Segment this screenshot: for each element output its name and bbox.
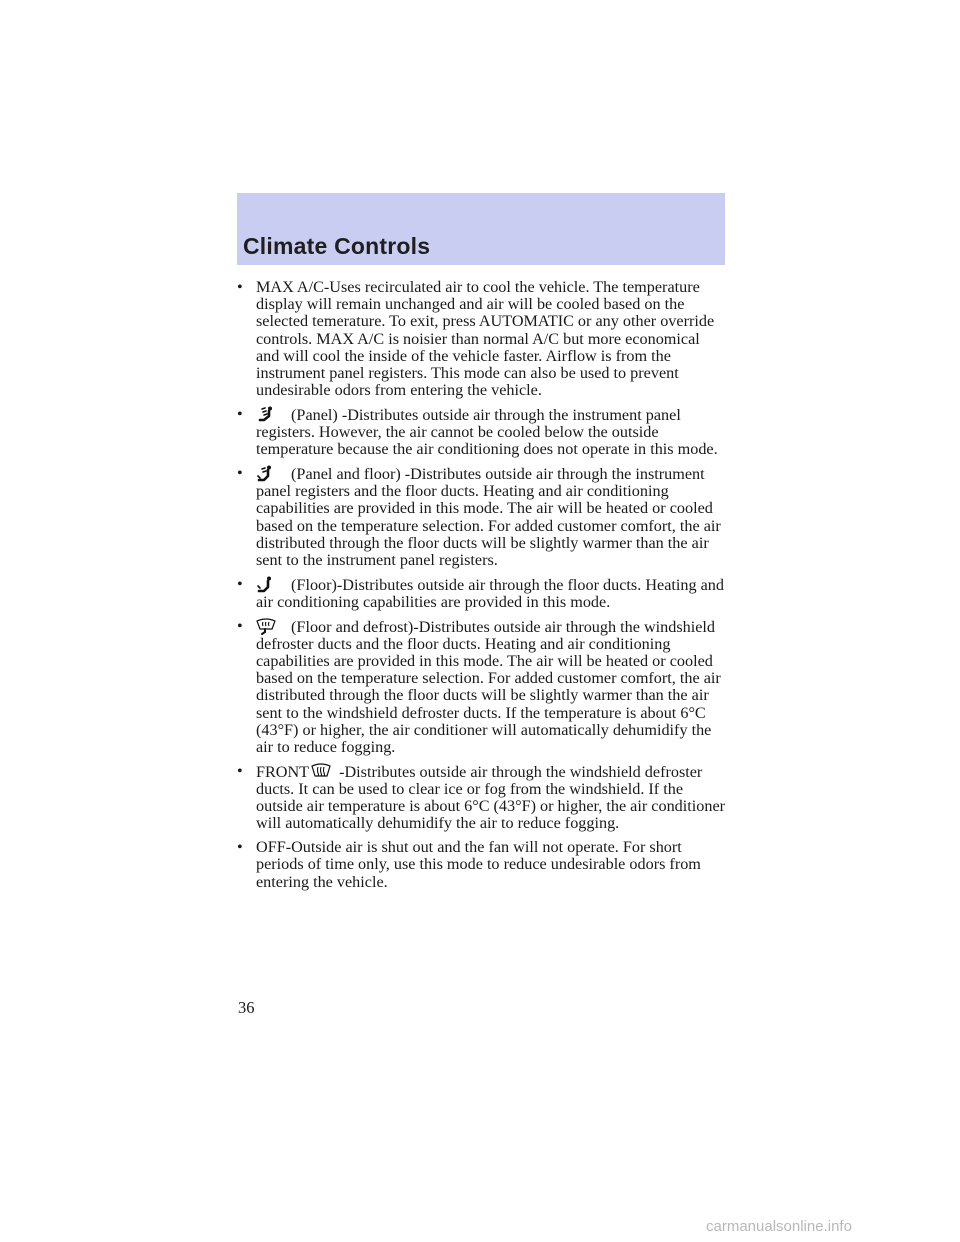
windshield-defrost-icon bbox=[311, 763, 331, 780]
list-item-panel bbox=[237, 406, 727, 459]
item-text: (Panel and floor) -Distributes outside air through the instrument panel registers and the floor ducts. Heating and air conditioning capabilities are provided in this mode. The air will be heated or cooled based on the temperature selection. For added customer comfort, the air distributed through the floor ducts will be slightly warmer than the air sent to the instrument panel registers. bbox=[256, 465, 721, 570]
item-text: OFF-Outside air is shut out and the fan will not operate. For short periods of time only, use this mode to reduce undesirable odors from entering the vehicle. bbox=[256, 838, 701, 891]
section-title: Climate Controls bbox=[243, 233, 431, 259]
bullet-dot: • bbox=[237, 404, 243, 423]
floor-defrost-icon bbox=[256, 618, 276, 635]
panel-vent-icon bbox=[256, 406, 276, 423]
item-text: (Floor and defrost)-Distributes outside air through the windshield defroster ducts and the floor ducts. Heating and air conditioning capabilities are provided in this mode. The air will be heated or cooled based on the temperature selection. For added customer comfort, the air distributed through the floor ducts will be slightly warmer than the air sent to the windshield defroster ducts. If the temperature is about 6°C (43°F) or higher, the air conditioner will automatically dehumidify the air to reduce fogging. bbox=[256, 617, 721, 757]
bullet-dot: • bbox=[237, 761, 243, 780]
list-item-off bbox=[237, 839, 727, 891]
item-text: (Panel) -Distributes outside air through the instrument panel registers. However, the air cannot be cooled below the outside temperature because the air conditioning does not operate in this mode. bbox=[256, 405, 718, 459]
bullet-list bbox=[237, 279, 727, 897]
bullet-dot: • bbox=[237, 616, 243, 635]
list-item-front-defrost bbox=[237, 763, 727, 833]
bullet-dot: • bbox=[237, 838, 243, 857]
bullet-dot: • bbox=[237, 464, 243, 483]
page-number: 36 bbox=[238, 998, 255, 1017]
panel-floor-vent-icon bbox=[256, 465, 276, 482]
list-item-floor-defrost bbox=[237, 618, 727, 757]
item-text: -Distributes outside air through the windshield defroster ducts. It can be used to clear ice or fog from the windshield. If the outside air temperature is about 6°C (43°F) or higher, the air conditioner will automatically dehumidify the air to reduce fogging. bbox=[256, 762, 726, 833]
watermark: carmanualsonline.info bbox=[706, 1218, 852, 1235]
item-text: MAX A/C-Uses recirculated air to cool the vehicle. The temperature display will remain unchanged and air will be cooled based on the selected temerature. To exit, press AUTOMATIC or any other override controls. MAX A/C is noisier than normal A/C but more economical and will cool the inside of the vehicle faster. Airflow is from the instrument panel registers. This mode can also be used to prevent undesirable odors from entering the vehicle. bbox=[256, 278, 715, 400]
bullet-dot: • bbox=[237, 278, 243, 296]
list-item-floor bbox=[237, 576, 727, 611]
list-item-max-ac bbox=[237, 279, 727, 399]
floor-vent-icon bbox=[256, 576, 276, 593]
item-text: (Floor)-Distributes outside air through the floor ducts. Heating and air conditioning capabilities are provided in this mode. bbox=[256, 575, 724, 611]
bullet-dot: • bbox=[237, 574, 243, 593]
list-item-panel-floor bbox=[237, 465, 727, 569]
item-prefix: FRONT bbox=[256, 762, 310, 781]
